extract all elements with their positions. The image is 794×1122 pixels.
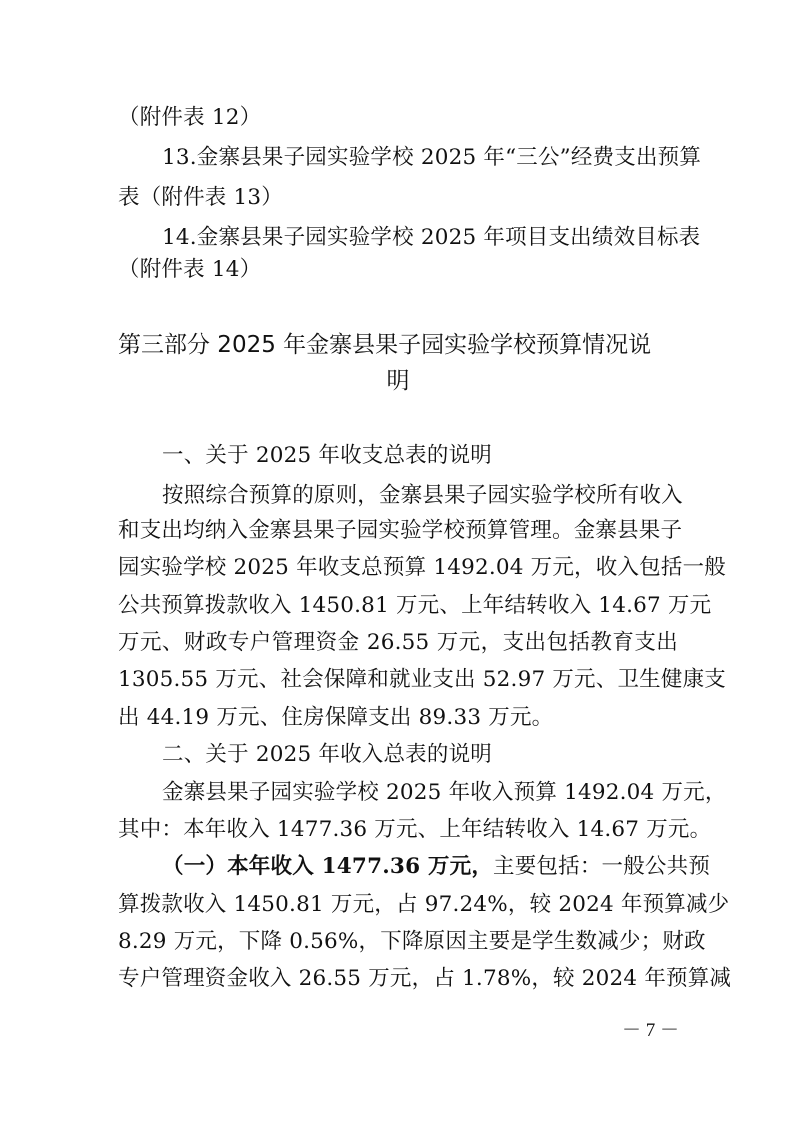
- text-line: 表（附件表 13）: [118, 185, 283, 210]
- paragraph-line: 算拨款收入 1450.81 万元，占 97.24%，较 2024 年预算减少: [118, 892, 730, 917]
- paragraph-line: 万元、财政专户管理资金 26.55 万元，支出包括教育支出: [118, 630, 678, 655]
- text-line: （附件表 14）: [118, 257, 262, 282]
- page-number: － 7 －: [622, 1020, 680, 1041]
- section-heading-line-1: 第三部分 2025 年金寨县果子园实验学校预算情况说: [118, 332, 652, 358]
- paragraph-line: 金寨县果子园实验学校 2025 年收入预算 1492.04 万元，: [162, 780, 727, 805]
- text-line: （附件表 12）: [118, 105, 262, 130]
- paragraph-line: 8.29 万元，下降 0.56%，下降原因主要是学生数减少；财政: [118, 929, 706, 954]
- text-line: 14.金寨县果子园实验学校 2025 年项目支出绩效目标表: [162, 225, 701, 250]
- section-heading-line-2: 明: [386, 368, 410, 394]
- paragraph-line: [162, 847, 722, 887]
- paragraph-line: 按照综合预算的原则，金寨县果子园实验学校所有收入: [162, 483, 683, 508]
- paragraph-line: 专户管理资金收入 26.55 万元，占 1.78%，较 2024 年预算减: [118, 966, 732, 991]
- bold-lead-text: （一）本年收入 1477.36 万元，: [162, 854, 494, 879]
- subsection-title: 一、关于 2025 年收支总表的说明: [162, 443, 492, 468]
- text-line: 13.金寨县果子园实验学校 2025 年“三公”经费支出预算: [162, 145, 702, 170]
- subsection-title: 二、关于 2025 年收入总表的说明: [162, 742, 492, 767]
- paragraph-line: 出 44.19 万元、住房保障支出 89.33 万元。: [118, 705, 554, 730]
- paragraph-line: 1305.55 万元、社会保障和就业支出 52.97 万元、卫生健康支: [118, 667, 726, 692]
- paragraph-line: 园实验学校 2025 年收支总预算 1492.04 万元，收入包括一般: [118, 555, 726, 580]
- paragraph-line: 和支出均纳入金寨县果子园实验学校预算管理。金寨县果子: [118, 518, 683, 543]
- paragraph-line: 公共预算拨款收入 1450.81 万元、上年结转收入 14.67 万元: [118, 593, 712, 618]
- paragraph-line: 其中：本年收入 1477.36 万元、上年结转收入 14.67 万元。: [118, 817, 712, 842]
- paragraph-text: 主要包括：一般公共预: [493, 854, 711, 879]
